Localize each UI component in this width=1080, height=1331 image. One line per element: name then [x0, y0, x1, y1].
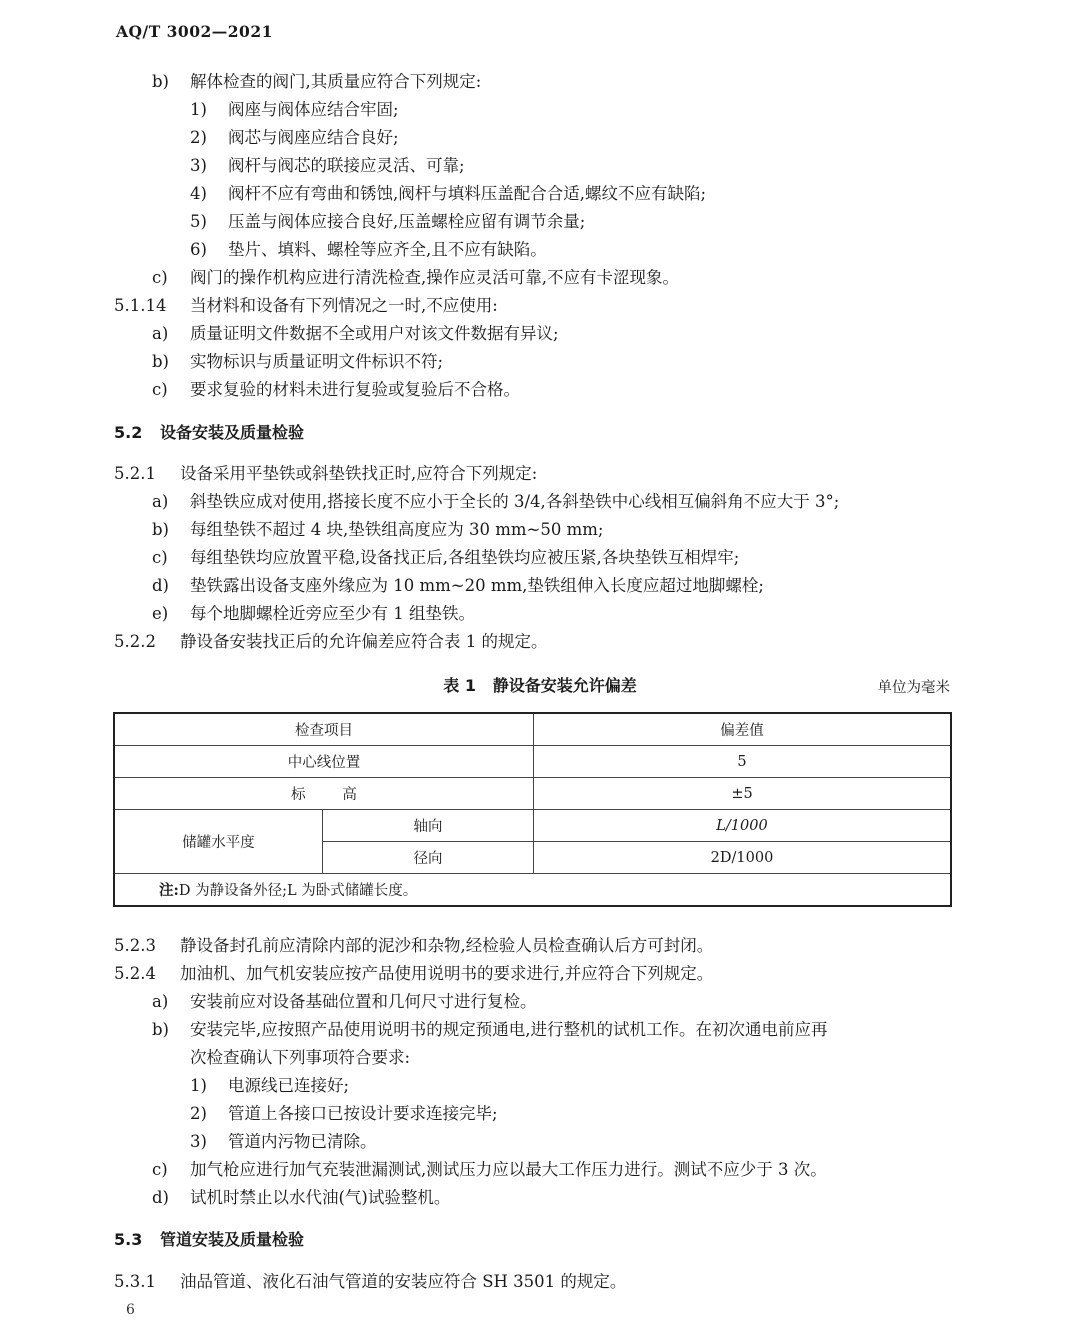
table-caption: 表 1 静设备安装允许偏差: [443, 676, 637, 695]
table-header-row: [114, 713, 951, 746]
clause: 5.2.2 静设备安装找正后的允许偏差应符合表 1 的规定。: [114, 632, 548, 651]
table-header-cell: 偏差值: [534, 713, 952, 746]
list-item: c) 每组垫铁均应放置平稳,设备找正后,各组垫铁均应被压紧,各块垫铁互相焊牢;: [152, 548, 740, 567]
table-cell: 2D/1000: [534, 842, 952, 874]
table-cell: 中心线位置: [114, 746, 534, 778]
section-heading: 5.3 管道安装及质量检验: [114, 1230, 305, 1249]
table-cell: 储罐水平度: [114, 810, 323, 874]
list-item: c) 加气枪应进行加气充装泄漏测试,测试压力应以最大工作压力进行。测试不应少于 3 次。: [152, 1160, 827, 1179]
list-item: b) 安装完毕,应按照产品使用说明书的规定预通电,进行整机的试机工作。在初次通电前应再: [152, 1020, 828, 1039]
list-item: 1) 阀座与阀体应结合牢固;: [190, 100, 399, 119]
section-heading: 5.2 设备安装及质量检验: [114, 423, 305, 442]
clause: 5.2.3 静设备封孔前应清除内部的泥沙和杂物,经检验人员检查确认后方可封闭。: [114, 936, 714, 955]
list-item: 2) 阀芯与阀座应结合良好;: [190, 128, 399, 147]
table-note-label: 注:: [159, 882, 179, 899]
standard-code: AQ/T 3002—2021: [116, 22, 273, 41]
table-row: [114, 778, 951, 810]
table-note-row: [114, 874, 951, 907]
clause: 5.2.4 加油机、加气机安装应按产品使用说明书的要求进行,并应符合下列规定。: [114, 964, 714, 983]
list-item: c) 阀门的操作机构应进行清洗检查,操作应灵活可靠,不应有卡涩现象。: [152, 268, 679, 287]
list-item: a) 质量证明文件数据不全或用户对该文件数据有异议;: [152, 324, 559, 343]
list-item: d) 试机时禁止以水代油(气)试验整机。: [152, 1188, 451, 1207]
table-cell: 轴向: [323, 810, 534, 842]
list-item: e) 每个地脚螺栓近旁应至少有 1 组垫铁。: [152, 604, 475, 623]
table-cell: L/1000: [534, 810, 952, 842]
list-item: 3) 阀杆与阀芯的联接应灵活、可靠;: [190, 156, 465, 175]
table-note-text: D 为静设备外径;L 为卧式储罐长度。: [178, 883, 418, 899]
table-cell: 标 高: [114, 778, 534, 810]
deviation-table: [113, 712, 952, 907]
clause: 5.3.1 油品管道、液化石油气管道的安装应符合 SH 3501 的规定。: [114, 1272, 627, 1291]
list-item: b) 每组垫铁不超过 4 块,垫铁组高度应为 30 mm~50 mm;: [152, 520, 604, 539]
clause: 5.1.14 当材料和设备有下列情况之一时,不应使用:: [114, 296, 498, 315]
list-item: a) 斜垫铁应成对使用,搭接长度不应小于全长的 3/4,各斜垫铁中心线相互偏斜角不应大于 3°;: [152, 492, 840, 511]
list-item: d) 垫铁露出设备支座外缘应为 10 mm~20 mm,垫铁组伸入长度应超过地脚螺栓;: [152, 576, 764, 595]
list-item: 4) 阀杆不应有弯曲和锈蚀,阀杆与填料压盖配合合适,螺纹不应有缺陷;: [190, 184, 707, 203]
list-item: 6) 垫片、填料、螺栓等应齐全,且不应有缺陷。: [190, 240, 547, 259]
list-item: b) 实物标识与质量证明文件标识不符;: [152, 352, 444, 371]
table-cell: ±5: [534, 778, 952, 810]
table-header-cell: 检查项目: [114, 713, 534, 746]
clause: 5.2.1 设备采用平垫铁或斜垫铁找正时,应符合下列规定:: [114, 464, 538, 483]
table-note: [114, 874, 951, 907]
list-item: b) 解体检查的阀门,其质量应符合下列规定:: [152, 72, 482, 91]
list-item: a) 安装前应对设备基础位置和几何尺寸进行复检。: [152, 992, 537, 1011]
list-item: c) 要求复验的材料未进行复验或复验后不合格。: [152, 380, 520, 399]
list-item: 1) 电源线已连接好;: [190, 1076, 350, 1095]
table-row: [114, 746, 951, 778]
list-item: 3) 管道内污物已清除。: [190, 1132, 377, 1151]
table-unit: 单位为毫米: [877, 680, 950, 696]
list-item: 2) 管道上各接口已按设计要求连接完毕;: [190, 1104, 498, 1123]
table-cell: 径向: [323, 842, 534, 874]
table-cell: 5: [534, 746, 952, 778]
table-row: [114, 810, 951, 842]
list-item: 5) 压盖与阀体应接合良好,压盖螺栓应留有调节余量;: [190, 212, 586, 231]
list-item-continuation: 次检查确认下列事项符合要求:: [190, 1048, 411, 1067]
page-number: 6: [126, 1302, 135, 1318]
